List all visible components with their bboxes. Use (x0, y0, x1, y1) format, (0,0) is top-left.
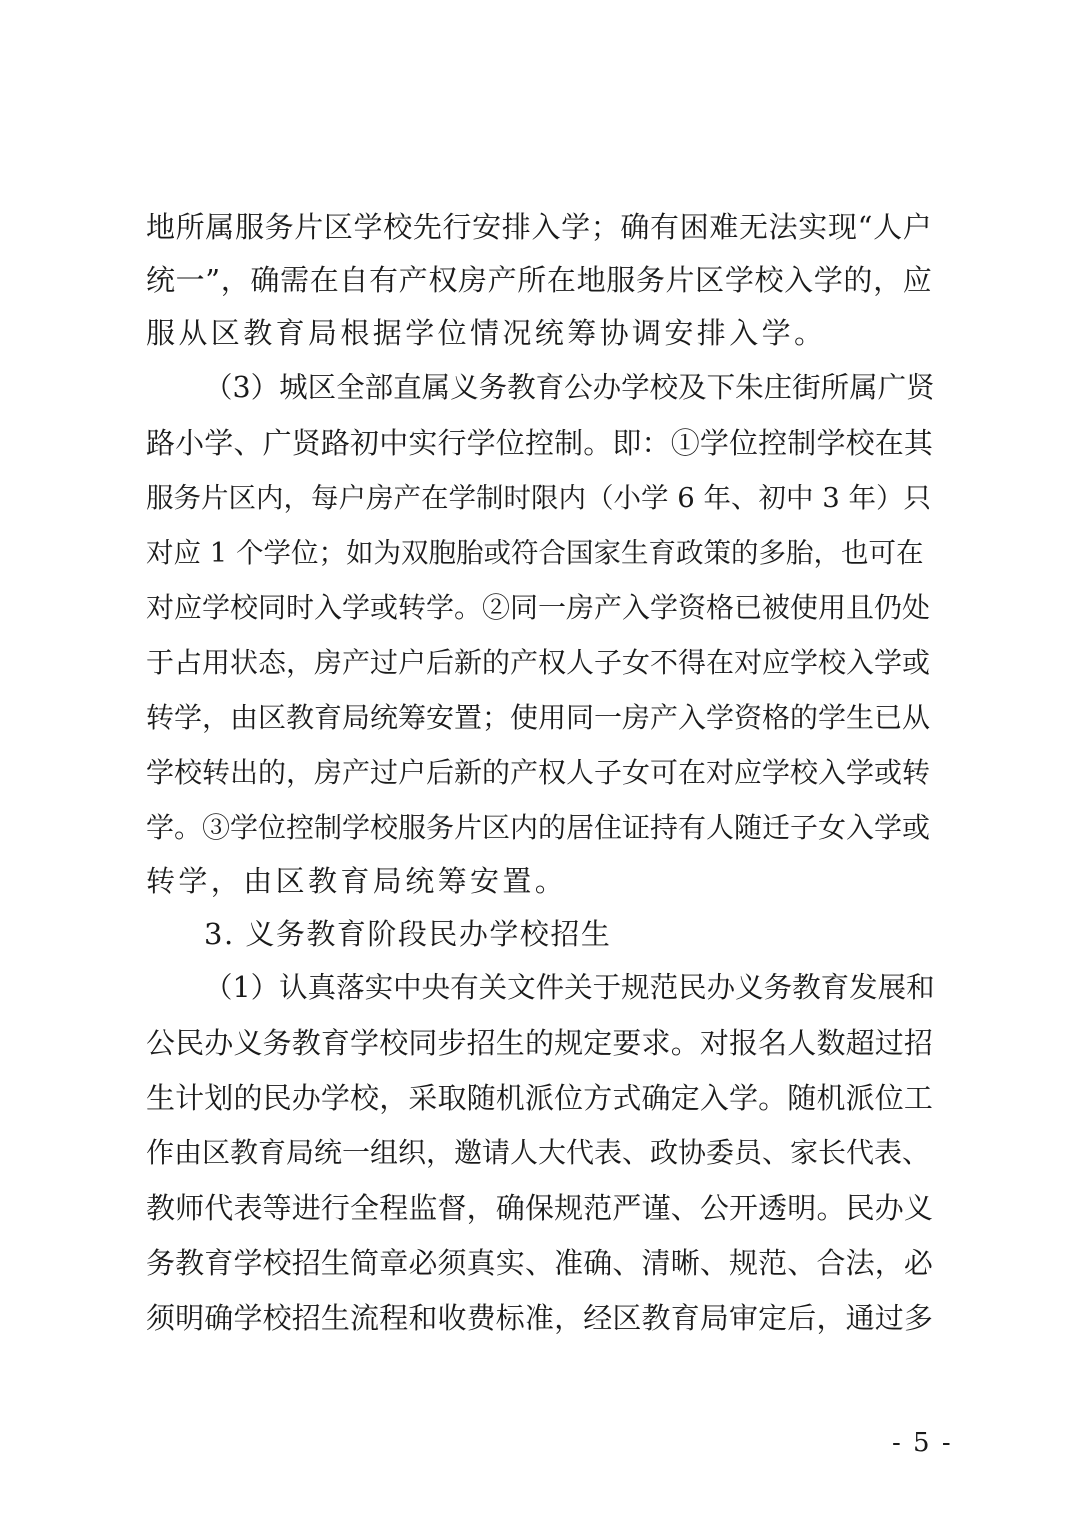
paragraph-2-line-3: 服务片区内，每户房产在学制时限内（小学 6 年、初中 3 年）只 (146, 482, 931, 514)
paragraph-2-line-10: 转学，由区教育局统筹安置。 (146, 864, 568, 898)
paragraph-1-line-3: 服从区教育局根据学位情况统筹协调安排入学。 (146, 316, 827, 350)
paragraph-1-line-1: 地所属服务片区学校先行安排入学；确有困难无法实现“人户 (146, 210, 933, 244)
paragraph-3-line-3: 生计划的民办学校，采取随机派位方式确定入学。随机派位工 (146, 1081, 934, 1115)
paragraph-1-line-2: 统一”，确需在自有产权房产所在地服务片区学校入学的，应 (146, 263, 933, 297)
paragraph-2-line-8: 学校转出的，房产过户后新的产权人子女可在对应学校入学或转 (146, 756, 931, 789)
section-heading: 3. 义务教育阶段民办学校招生 (204, 917, 612, 951)
page-number: - 5 - (892, 1428, 953, 1458)
paragraph-2-line-6: 于占用状态，房产过户后新的产权人子女不得在对应学校入学或 (146, 646, 931, 679)
paragraph-2-line-7: 转学，由区教育局统筹安置；使用同一房产入学资格的学生已从 (146, 701, 931, 734)
paragraph-3-line-7: 须明确学校招生流程和收费标准，经区教育局审定后，通过多 (146, 1301, 934, 1335)
paragraph-3-line-1: （1）认真落实中央有关文件关于规范民办义务教育发展和 (204, 971, 935, 1004)
paragraph-2-line-1: （3）城区全部直属义务教育公办学校及下朱庄街所属广贤 (204, 371, 935, 404)
paragraph-3-line-5: 教师代表等进行全程监督，确保规范严谨、公开透明。民办义 (146, 1191, 934, 1225)
paragraph-2-line-9: 学。③学位控制学校服务片区内的居住证持有人随迁子女入学或 (146, 811, 931, 844)
paragraph-3-line-2: 公民办义务教育学校同步招生的规定要求。对报名人数超过招 (146, 1026, 934, 1060)
paragraph-3-line-4: 作由区教育局统一组织，邀请人大代表、政协委员、家长代表、 (146, 1136, 931, 1169)
paragraph-3-line-6: 务教育学校招生简章必须真实、准确、清晰、规范、合法，必 (146, 1246, 934, 1280)
paragraph-2-line-4: 对应 1 个学位；如为双胞胎或符合国家生育政策的多胎，也可在 (146, 537, 924, 569)
paragraph-2-line-5: 对应学校同时入学或转学。②同一房产入学资格已被使用且仍处 (146, 591, 931, 624)
paragraph-2-line-2: 路小学、广贤路初中实行学位控制。即：①学位控制学校在其 (146, 426, 934, 460)
